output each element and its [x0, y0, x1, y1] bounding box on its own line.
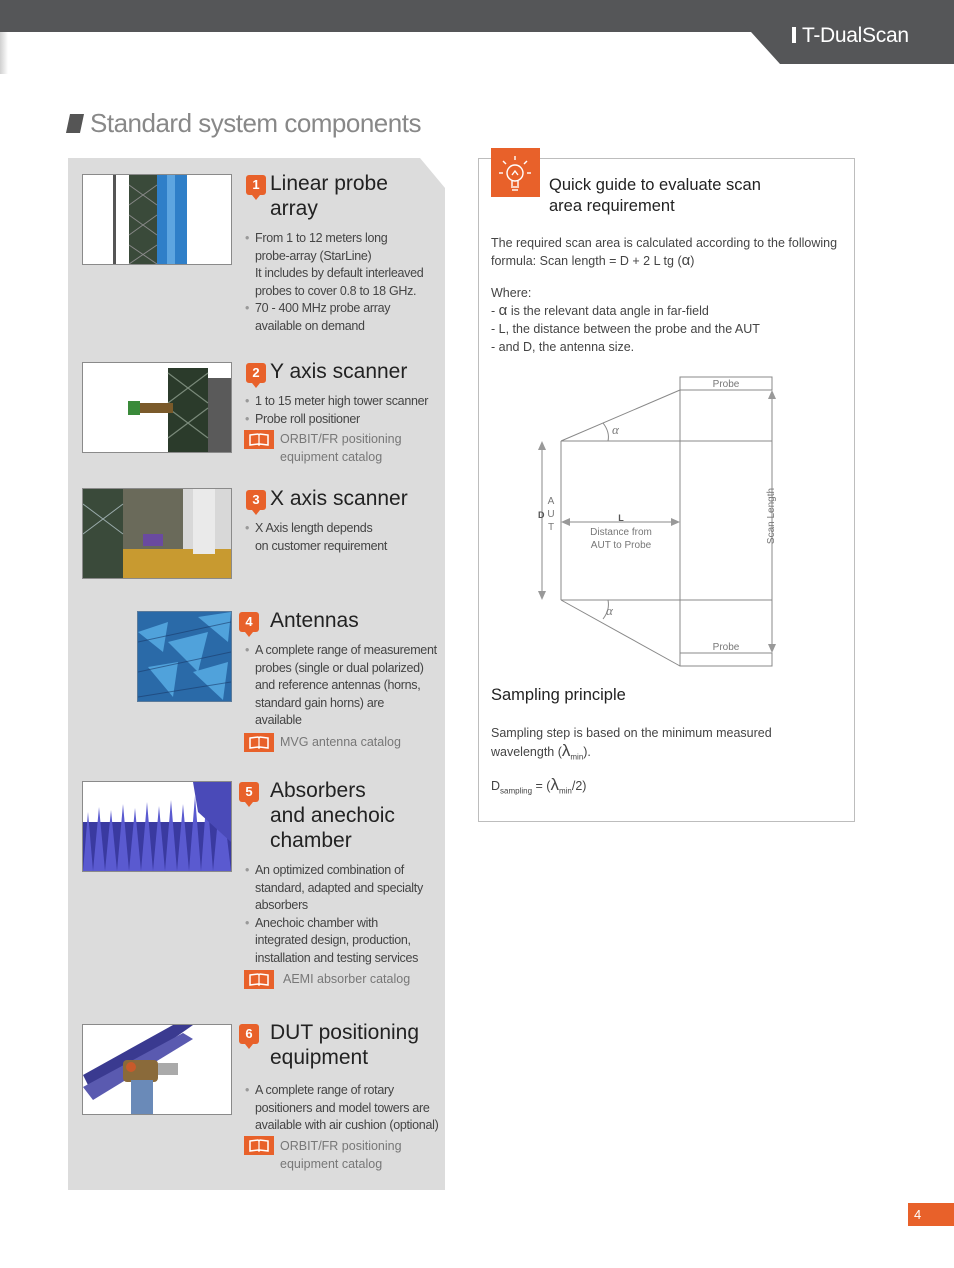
catalog-link[interactable]: MVG antenna catalog: [280, 735, 401, 749]
l-label: L: [618, 513, 624, 523]
dut-positioning-image: [82, 1024, 232, 1115]
distance-label: Distance from: [590, 527, 652, 538]
linear-probe-array-image: [82, 174, 232, 265]
component-number-badge: 5: [239, 782, 259, 802]
component-bullets: • 1 to 15 meter high tower scanner • Probe roll positioner: [245, 394, 429, 426]
sampling-formula: $D_{sampling} = (\lambda_{min}/2)$: [491, 775, 587, 796]
probe-box-bottom: [680, 653, 772, 666]
scan-area-diagram: [478, 370, 853, 670]
left-shadow: [0, 32, 8, 74]
guide-title: Quick guide to evaluate scan area requirement: [549, 176, 761, 215]
catalog-link[interactable]: ORBIT/FR positioning equipment catalog: [280, 432, 402, 464]
component-title: DUT positioning equipment: [270, 1021, 420, 1069]
y-axis-scanner-image: [82, 362, 232, 453]
d-label: D: [538, 510, 545, 520]
component-title: Absorbers and anechoic chamber: [270, 779, 395, 852]
book-icon[interactable]: [244, 970, 274, 989]
aut-label-u: U: [547, 509, 555, 520]
sampling-text: Sampling step is based on the minimum measured wavelength $(\lambda_{min})$.: [491, 726, 772, 762]
catalog-link[interactable]: ORBIT/FR positioning equipment catalog: [280, 1139, 402, 1171]
aut-label-a: A: [547, 496, 555, 507]
component-number-badge: 4: [239, 612, 259, 632]
guide-where: Where: - α is the relevant data angle in far-field - L, the distance between the probe and the AUT - and D, the antenna size.: [491, 286, 760, 354]
component-title: X axis scanner: [270, 487, 408, 510]
book-icon[interactable]: [244, 733, 274, 752]
guide-intro: The required scan area is calculated according to the following formula: Scan length = D + 2 L tg (α): [491, 236, 838, 269]
alpha-label-bottom: α: [606, 603, 613, 618]
component-title: Linear probe array: [270, 172, 388, 220]
probe-label-bottom: Probe: [712, 642, 740, 653]
absorbers-image: [82, 781, 232, 872]
book-icon[interactable]: [244, 430, 274, 449]
page-title: Standard system components: [90, 108, 421, 138]
x-axis-scanner-image: [82, 488, 232, 579]
component-number-badge: 2: [246, 363, 266, 383]
lightbulb-icon: [491, 148, 540, 197]
product-name: T-DualScan: [792, 24, 909, 48]
alpha-label-top: α: [612, 422, 619, 437]
component-number-badge: 1: [246, 175, 266, 195]
sampling-title: Sampling principle: [491, 686, 626, 704]
component-title: Y axis scanner: [270, 360, 408, 383]
antennas-image: [137, 611, 232, 702]
component-bullets: • A complete range of measurement probes (single or dual polarized) and reference antennas (horns, standard gain horns) are available: [245, 643, 437, 728]
probe-label-top: Probe: [712, 379, 740, 390]
catalog-link[interactable]: AEMI absorber catalog: [283, 972, 411, 986]
component-bullets: • X Axis length depends on customer requirement: [245, 521, 388, 553]
component-bullets: • From 1 to 12 meters long probe-array (StarLine) It includes by default interleaved probes to cover 0.8 to 18 GHz. • 70 - 400 MHz probe array available on demand: [245, 231, 424, 333]
book-icon[interactable]: [244, 1136, 274, 1155]
component-title: Antennas: [270, 609, 359, 632]
page-number: 4: [908, 1203, 954, 1226]
component-bullets: • A complete range of rotary positioners and model towers are available with air cushion (optional): [245, 1083, 439, 1133]
distance-label: AUT to Probe: [590, 540, 652, 551]
component-number-badge: 3: [246, 490, 266, 510]
component-number-badge: 6: [239, 1024, 259, 1044]
component-bullets: • An optimized combination of standard, adapted and specialty absorbers • Anechoic chamber with integrated design, production, installation and testing services: [245, 863, 423, 965]
scan-length-label: Scan Length: [766, 487, 777, 545]
aut-label-t: T: [547, 522, 555, 533]
